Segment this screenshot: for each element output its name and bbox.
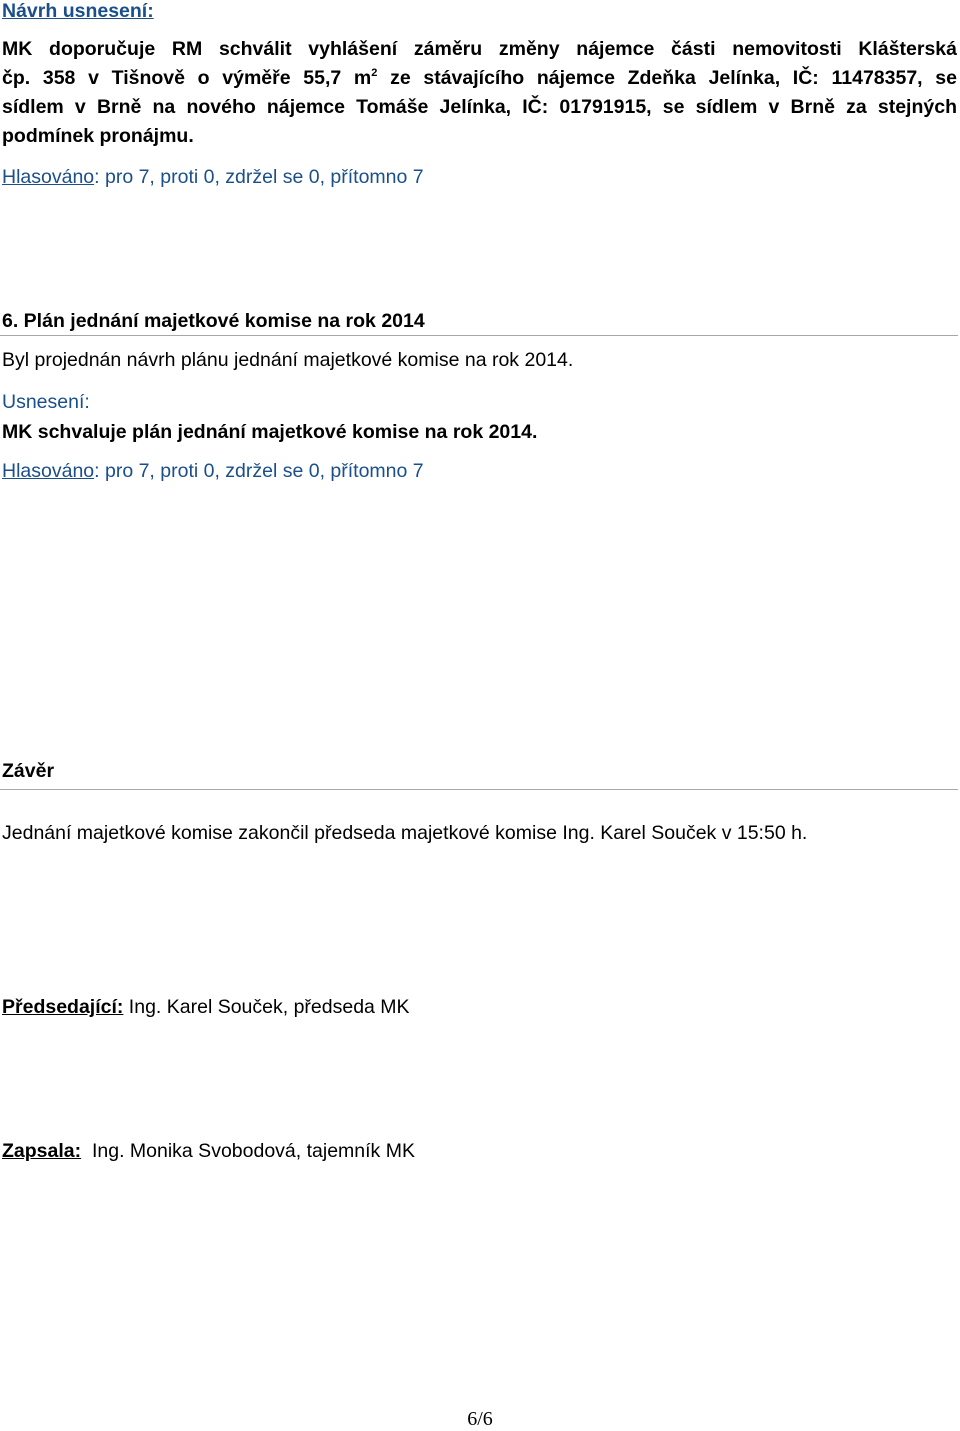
chair-name: Ing. Karel Souček, předseda MK: [123, 996, 410, 1018]
section-6-text: Byl projednán návrh plánu jednání majetkové komise na rok 2014.: [2, 349, 574, 371]
vote-label: Hlasováno: [2, 460, 95, 482]
vote-result-1: [2, 166, 424, 189]
conclusion-heading: Závěr: [2, 760, 55, 782]
resolution-text: MK schvaluje plán jednání majetkové komise na rok 2014.: [2, 421, 538, 443]
draft-resolution-line-1: MK doporučuje RM schválit vyhlášení záměru změny nájemce části nemovitosti Klášterská: [2, 38, 957, 60]
resolution-label: Usnesení:: [2, 391, 90, 413]
recorder-name: Ing. Monika Svobodová, tajemník MK: [81, 1140, 415, 1162]
section-6-divider: [0, 335, 958, 336]
draft-resolution-line-3: sídlem v Brně na nového nájemce Tomáše Jelínka, IČ: 01791915, se sídlem v Brně za stejných: [2, 96, 957, 118]
chair-signature: [2, 996, 410, 1019]
vote-text: : pro 7, proti 0, zdržel se 0, přítomno 7: [94, 166, 424, 188]
page-number: 6/6: [467, 1408, 493, 1430]
draft-resolution-line-2-start: čp. 358 v Tišnově o výměře 55,7 m: [2, 67, 372, 89]
conclusion-text: Jednání majetkové komise zakončil předseda majetkové komise Ing. Karel Souček v 15:50 h.: [2, 822, 808, 844]
draft-resolution-line-2: [2, 67, 957, 90]
draft-resolution-heading: Návrh usnesení:: [2, 0, 154, 22]
conclusion-divider: [0, 789, 958, 790]
draft-resolution-line-2-end: ze stávajícího nájemce Zdeňka Jelínka, IČ: 11478357, se: [377, 67, 957, 89]
draft-resolution-line-4: podmínek pronájmu.: [2, 125, 194, 147]
recorder-signature: [2, 1140, 415, 1163]
vote-result-2: [2, 460, 424, 483]
vote-label: Hlasováno: [2, 166, 95, 188]
section-6-heading: 6. Plán jednání majetkové komise na rok 2014: [2, 310, 425, 332]
square-meter-superscript: 2: [371, 67, 378, 79]
chair-label: Předsedající:: [2, 996, 124, 1018]
recorder-label: Zapsala:: [2, 1140, 82, 1162]
vote-text: : pro 7, proti 0, zdržel se 0, přítomno 7: [94, 460, 424, 482]
